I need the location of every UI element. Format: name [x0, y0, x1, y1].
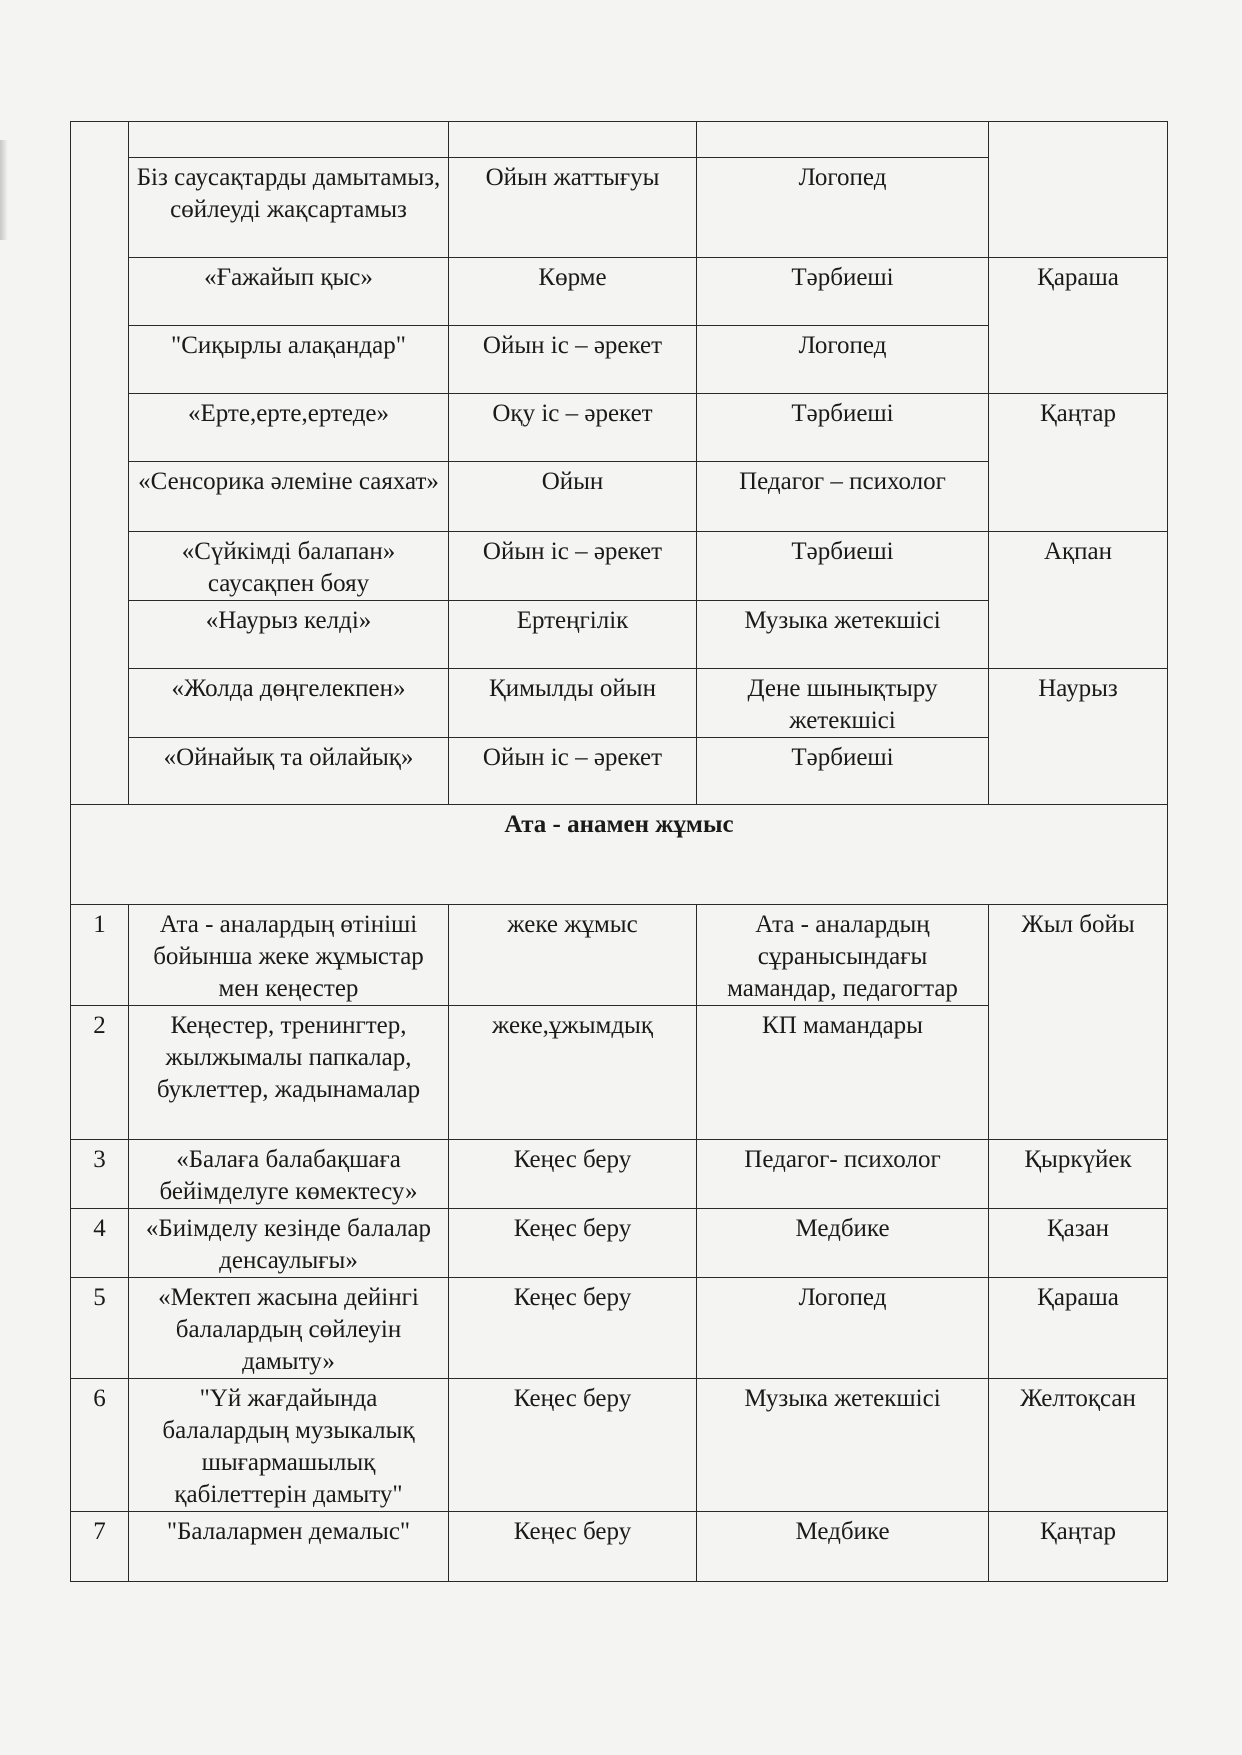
month-cell: Қаңтар — [989, 394, 1168, 532]
event-form-cell: жеке,ұжымдық — [449, 1006, 697, 1140]
table-row — [71, 669, 1168, 738]
event-form-cell: Ойын іс – әрекет — [449, 326, 697, 394]
responsible-cell: Тәрбиеші — [697, 394, 989, 462]
event-form-cell: Кеңес беру — [449, 1278, 697, 1379]
responsible-cell — [697, 122, 989, 158]
month-cell: Желтоқсан — [989, 1379, 1168, 1512]
row-number: 2 — [71, 1006, 129, 1140]
event-title-cell: «Сүйкімді балапан» саусақпен бояу — [129, 532, 449, 601]
event-form-cell: Оқу іс – әрекет — [449, 394, 697, 462]
responsible-cell: Медбике — [697, 1209, 989, 1278]
row-number: 3 — [71, 1140, 129, 1209]
event-form-cell: Қимылды ойын — [449, 669, 697, 738]
scan-edge-shadow — [0, 140, 8, 240]
row-number: 5 — [71, 1278, 129, 1379]
event-title-cell: «Жолда дөңгелекпен» — [129, 669, 449, 738]
row-number: 7 — [71, 1512, 129, 1582]
event-form-cell: Кеңес беру — [449, 1140, 697, 1209]
row-number: 6 — [71, 1379, 129, 1512]
event-title-cell: «Сенсорика әлеміне саяхат» — [129, 462, 449, 532]
month-cell: Жыл бойы — [989, 905, 1168, 1140]
event-title-cell: «Ғажайып қыс» — [129, 258, 449, 326]
event-form-cell: Кеңес беру — [449, 1379, 697, 1512]
number-cell-empty — [71, 122, 129, 805]
responsible-cell: Тәрбиеші — [697, 532, 989, 601]
responsible-cell: Музыка жетекшісі — [697, 1379, 989, 1512]
event-title-cell: Кеңестер, тренингтер, жылжымалы папкалар, буклеттер, жадынамалар — [129, 1006, 449, 1140]
responsible-cell: Логопед — [697, 326, 989, 394]
work-plan-table — [70, 121, 1168, 1582]
table-row — [71, 258, 1168, 326]
responsible-cell: Дене шынықтыру жетекшісі — [697, 669, 989, 738]
responsible-cell: Педагог – психолог — [697, 462, 989, 532]
event-title-cell: "Сиқырлы алақандар" — [129, 326, 449, 394]
event-form-cell: Кеңес беру — [449, 1512, 697, 1582]
responsible-cell: Музыка жетекшісі — [697, 601, 989, 669]
event-title-cell — [129, 122, 449, 158]
event-form-cell: Көрме — [449, 258, 697, 326]
event-title-cell: «Балаға балабақшаға бейімделуге көмектесу» — [129, 1140, 449, 1209]
month-cell: Қаңтар — [989, 1512, 1168, 1582]
event-title-cell: «Ойнайық та ойлайық» — [129, 738, 449, 805]
table-row — [71, 1379, 1168, 1512]
event-title-cell: «Ерте,ерте,ертеде» — [129, 394, 449, 462]
responsible-cell: Тәрбиеші — [697, 258, 989, 326]
table-row — [71, 532, 1168, 601]
month-cell: Қазан — [989, 1209, 1168, 1278]
table-row — [71, 1209, 1168, 1278]
month-cell: Ақпан — [989, 532, 1168, 669]
event-form-cell: Ойын — [449, 462, 697, 532]
event-form-cell — [449, 122, 697, 158]
month-cell: Наурыз — [989, 669, 1168, 805]
event-title-cell: «Мектеп жасына дейінгі балалардың сөйлеуін дамыту» — [129, 1278, 449, 1379]
month-cell: Қыркүйек — [989, 1140, 1168, 1209]
event-form-cell: Ойын іс – әрекет — [449, 738, 697, 805]
responsible-cell: Ата - аналардың сұранысындағы мамандар, педагогтар — [697, 905, 989, 1006]
month-cell: Қараша — [989, 1278, 1168, 1379]
event-form-cell: Ойын іс – әрекет — [449, 532, 697, 601]
event-title-cell: «Биімделу кезінде балалар денсаулығы» — [129, 1209, 449, 1278]
responsible-cell: Логопед — [697, 158, 989, 258]
table-row — [71, 905, 1168, 1006]
table-row — [71, 122, 1168, 158]
event-title-cell: "Балалармен демалыс" — [129, 1512, 449, 1582]
row-number: 1 — [71, 905, 129, 1006]
event-form-cell: жеке жұмыс — [449, 905, 697, 1006]
responsible-cell: Логопед — [697, 1278, 989, 1379]
table-row — [71, 1278, 1168, 1379]
month-cell: Қараша — [989, 258, 1168, 394]
event-form-cell: Ойын жаттығуы — [449, 158, 697, 258]
responsible-cell: Тәрбиеші — [697, 738, 989, 805]
responsible-cell: Медбике — [697, 1512, 989, 1582]
month-cell-empty — [989, 122, 1168, 258]
section-row — [71, 805, 1168, 905]
section-title: Ата - анамен жұмыс — [71, 805, 1168, 905]
responsible-cell: Педагог- психолог — [697, 1140, 989, 1209]
event-title-cell: Ата - аналардың өтініші бойынша жеке жұмыстар мен кеңестер — [129, 905, 449, 1006]
row-number: 4 — [71, 1209, 129, 1278]
table-row — [71, 394, 1168, 462]
event-title-cell: «Наурыз келді» — [129, 601, 449, 669]
table-row — [71, 1512, 1168, 1582]
event-form-cell: Ертеңгілік — [449, 601, 697, 669]
event-title-cell: Біз саусақтарды дамытамыз, сөйлеуді жақсартамыз — [129, 158, 449, 258]
responsible-cell: КП мамандары — [697, 1006, 989, 1140]
event-title-cell: "Үй жағдайында балалардың музыкалық шығармашылық қабілеттерін дамыту" — [129, 1379, 449, 1512]
event-form-cell: Кеңес беру — [449, 1209, 697, 1278]
table-row — [71, 1140, 1168, 1209]
